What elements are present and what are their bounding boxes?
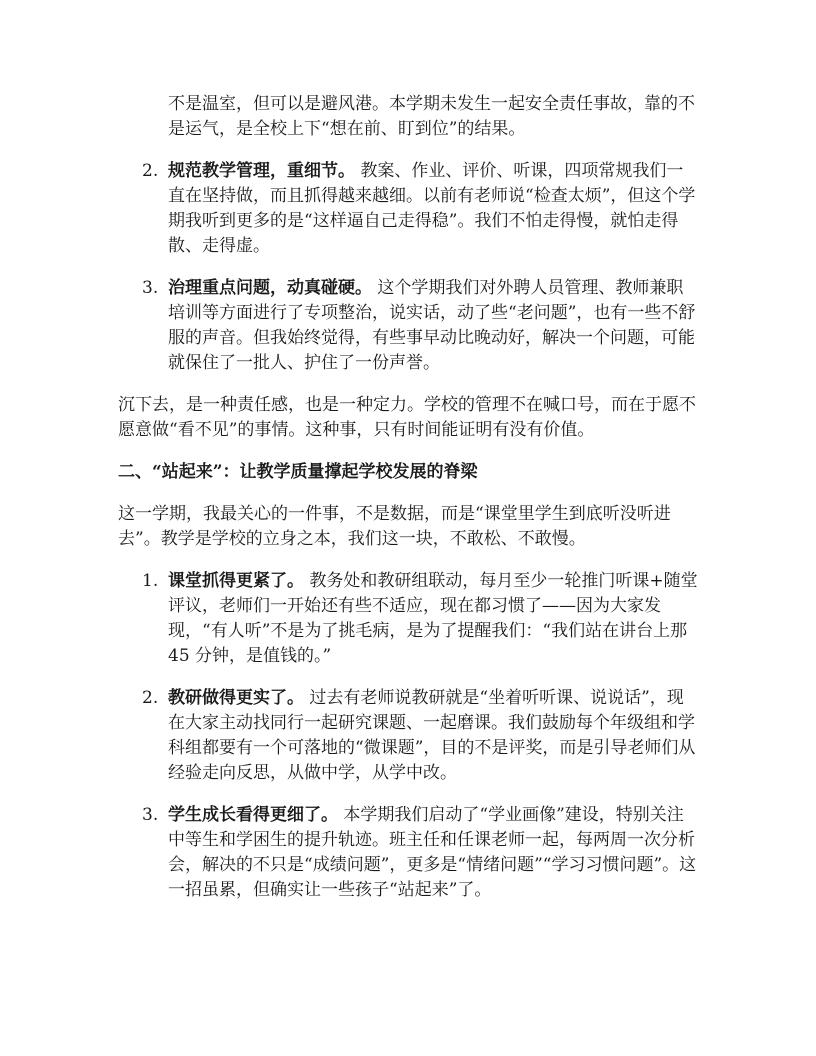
document-page (118, 92, 700, 920)
list-item-lead: 学生成长看得更细了。 (168, 805, 338, 825)
list-item-text: 过去有老师说教研就是“坐着听听课、说说话”，现在大家主动找同行一起研究课题、一起磨课。我们鼓励每个年级组和学科组都要有一个可落地的“微课题”，目的不是评奖，而是引导老师们从经验走向反思，从做中学，从学中改。 (168, 688, 696, 783)
list-item (118, 686, 700, 786)
teaching-list (118, 569, 700, 903)
list-item-text: 本学期我们启动了“学业画像”建设，特别关注中等生和学困生的提升轨迹。班主任和任课老师一起，每两周一次分析会，解决的不只是“成绩问题”，更多是“情绪问题”“学习习惯问题”。这一招虽累，但确实让一些孩子“站起来”了。 (168, 805, 697, 900)
list-item (118, 803, 700, 903)
list-item (118, 159, 700, 259)
management-list (118, 159, 700, 376)
list-item-lead: 课堂抓得更紧了。 (168, 571, 304, 591)
list-number: 2. (142, 688, 159, 708)
list-number: 3. (142, 805, 159, 825)
list-item (118, 569, 700, 669)
list-item (118, 276, 700, 376)
list-item-lead: 治理重点问题，动真碰硬。 (168, 278, 372, 298)
intro-paragraph: 这一学期，我最关心的一件事，不是数据，而是“课堂里学生到底听没听进去”。教学是学校的立身之本，我们这一块，不敢松、不敢慢。 (118, 504, 671, 549)
list-item-lead: 教研做得更实了。 (168, 688, 304, 708)
list-item-text: 这个学期我们对外聘人员管理、教师兼职培训等方面进行了专项整治，说实话，动了些“老问题”，也有一些不舒服的声音。但我始终觉得，有些事早动比晚动好，解决一个问题，可能就保住了一批人、护住了一份声誉。 (168, 278, 696, 373)
continuation-text: 不是温室，但可以是避风港。本学期未发生一起安全责任事故，靠的不是运气，是全校上下“想在前、盯到位”的结果。 (168, 94, 695, 139)
list-item-continuation (118, 92, 700, 142)
list-item-text: 教案、作业、评价、听课，四项常规我们一直在坚持做，而且抓得越来越细。以前有老师说“检查太烦”，但这个学期我听到更多的是“这样逼自己走得稳”。我们不怕走得慢，就怕走得散、走得虚。 (168, 161, 696, 256)
list-number: 1. (142, 571, 159, 591)
list-number: 2. (142, 161, 159, 181)
section-heading: 二、“站起来”：让教学质量撑起学校发展的脊梁 (118, 462, 478, 482)
summary-paragraph: 沉下去，是一种责任感，也是一种定力。学校的管理不在喊口号，而在于愿不愿意做“看不见”的事情。这种事，只有时间能证明有没有价值。 (118, 395, 696, 440)
list-item-text: 教务处和教研组联动，每月至少一轮推门听课+随堂评议，老师们一开始还有些不适应，现在都习惯了——因为大家发现，“有人听”不是为了挑毛病，是为了提醒我们：“我们站在讲台上那 45 分钟，是值钱的。” (168, 571, 698, 666)
list-number: 3. (142, 278, 159, 298)
list-item-lead: 规范教学管理，重细节。 (168, 161, 355, 181)
